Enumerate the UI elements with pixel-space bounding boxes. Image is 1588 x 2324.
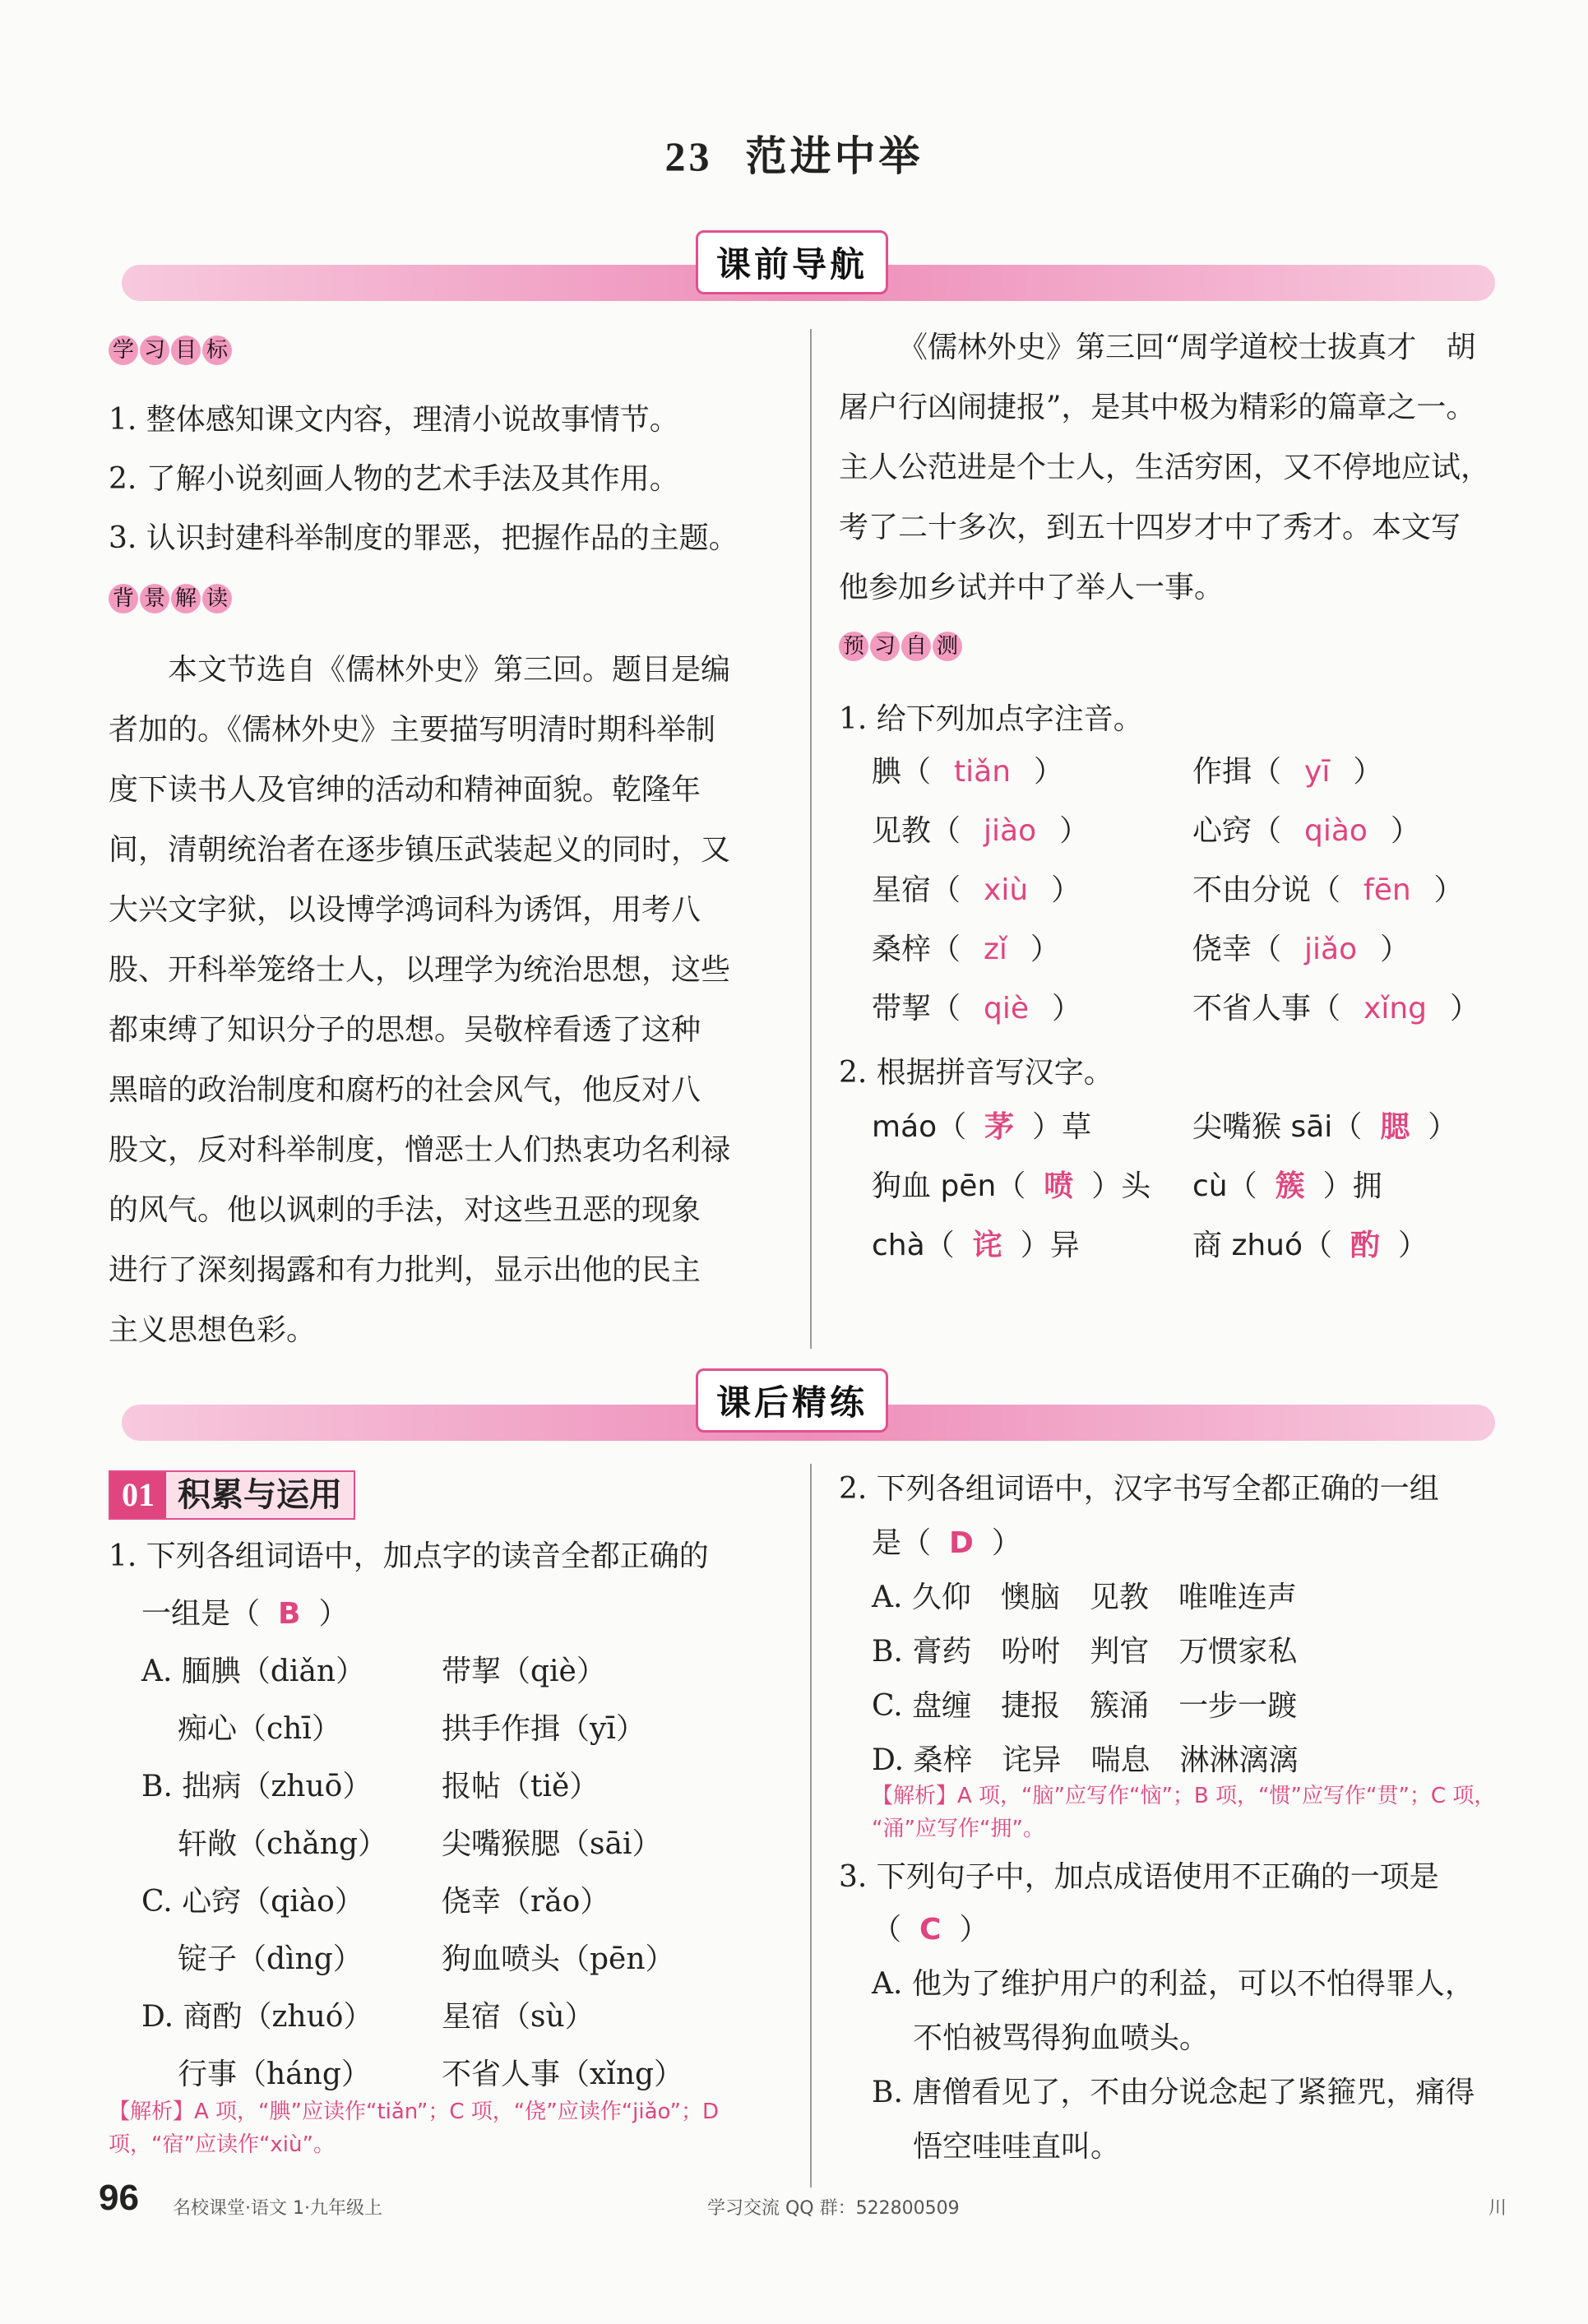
q1-option: 拱手作揖（yī） (442, 1712, 646, 1746)
q1-option: 侥幸（rǎo） (442, 1885, 610, 1919)
section-title-pre: 课前导航 (696, 230, 888, 294)
pinyin-item: 桑梓（ zǐ ） (872, 933, 1060, 966)
q1-option: 尖嘴猴腮（sāi） (442, 1827, 662, 1861)
pinyin-item: 心窍（ qiào ） (1192, 814, 1420, 848)
q3-line1: 3. 下列句子中，加点成语使用不正确的一项是 (839, 1860, 1439, 1894)
hanzi-item: máo（ 茅 ）草 (872, 1110, 1092, 1144)
intro-text: 《儒林外史》第三回“周学道校士拔真才 胡 屠户行凶闹捷报”，是其中极为精彩的篇章之一。 主人公范进是个士人，生活穷困，又不停地应试， 考了二十多次，到五十四岁才中了秀才。本文写 他参加乡试并中了举人一事。 (839, 331, 1491, 604)
q1-analysis-2: 项，“宿”应读作“xiù”。 (109, 2132, 335, 2157)
section-header-practice (109, 1470, 355, 1520)
qq-group: 学习交流 QQ 群：522800509 (707, 2198, 960, 2219)
section-number: 01 (110, 1472, 166, 1518)
q1-line2: 一组是（ B ） (141, 1597, 349, 1631)
hanzi-item: 商 zhuó（ 酌 ） (1192, 1229, 1428, 1262)
pinyin-item: 见教（ jiào ） (872, 814, 1090, 848)
hanzi-item: 狗血 pēn（ 喷 ）头 (872, 1169, 1151, 1203)
column-divider-bottom (810, 1464, 812, 2187)
pinyin-item: 不由分说（ fēn ） (1192, 873, 1464, 907)
q2-option: B. 膏药 吩咐 判官 万惯家私 (872, 1635, 1298, 1669)
hanzi-item: chà（ 诧 ）异 (872, 1229, 1080, 1262)
q2-option: A. 久仰 懊脑 见教 唯唯连声 (872, 1581, 1297, 1614)
q2-option: C. 盘缠 捷报 簇涌 一步一踱 (872, 1689, 1298, 1723)
q1-option: 痴心（chī） (178, 1712, 341, 1746)
hanzi-item: cù（ 簇 ）拥 (1192, 1169, 1382, 1203)
pinyin-item: 作揖（ yī ） (1192, 755, 1383, 789)
q1-analysis-1: 【解析】A 项，“腆”应读作“tiǎn”；C 项，“侥”应读作“jiǎo”；D (109, 2099, 720, 2124)
goal-3: 3. 认识封建科举制度的罪恶，把握作品的主题。 (109, 521, 738, 555)
q1-option: D. 商酌（zhuó） (141, 2000, 373, 2034)
q3-option: B. 唐僧看见了，不由分说念起了紧箍咒，痛得 (872, 2076, 1475, 2109)
lesson-title (0, 123, 1588, 183)
preview-q2: 2. 根据拼音写汉字。 (839, 1056, 1113, 1090)
tag-preview: 预 习 自 测 (839, 632, 962, 661)
q1-option: 锭子（dìng） (178, 1942, 363, 1976)
q3-option: A. 他为了维护用户的利益，可以不怕得罪人， (872, 1967, 1475, 2001)
q1-option: C. 心窍（qiào） (141, 1885, 364, 1919)
q2-analysis-1: 【解析】A 项，“脑”应写作“恼”；B 项，“惯”应写作“贯”；C 项， (872, 1784, 1496, 1808)
book-title: 名校课堂·语文 1·九年级上 (173, 2198, 382, 2219)
background-text: 本文节选自《儒林外史》第三回。题目是编 者加的。《儒林外史》主要描写明清时期科举制 度下读书人及官绅的活动和精神面貌。乾隆年 间，清朝统治者在逐步镇压武装起义的同时，又 大兴文字狱，以设博学鸿词科为诱饵，用考八 股、开科举笼络士人，以理学为统治思想，这些 都束缚了知识分子的思想。吴敬梓看透了这种 黑暗的政治制度和腐朽的社会风气，他反对八 股文，反对科举制度，憎恶士人们热衷功名利禄 的风气。他以讽刺的手法，对这些丑恶的现象 进行了深刻揭露和有力批判，显示出他的民主 主义思想色彩。 (109, 653, 731, 1347)
lesson-number: 23 (664, 133, 713, 179)
q2-analysis-2: “涌”应写作“拥”。 (872, 1817, 1044, 1841)
pinyin-item: 不省人事（ xǐng ） (1192, 992, 1480, 1025)
goal-2: 2. 了解小说刻画人物的艺术手法及其作用。 (109, 462, 679, 496)
q1-option: A. 腼腆（diǎn） (141, 1655, 366, 1688)
q3-option: 不怕被骂得狗血喷头。 (913, 2021, 1210, 2055)
section-title-post: 课后精练 (696, 1368, 888, 1433)
q2-line1: 2. 下列各组词语中，汉字书写全都正确的一组 (839, 1472, 1439, 1506)
pinyin-item: 侥幸（ jiǎo ） (1192, 933, 1410, 966)
pinyin-item: 腆（ tiǎn ） (872, 755, 1064, 789)
q1-option: 带挈（qiè） (442, 1655, 606, 1688)
q2-line2: 是（ D ） (872, 1526, 1021, 1560)
hanzi-item: 尖嘴猴 sāi（ 腮 ） (1192, 1110, 1458, 1144)
q1-option: 轩敞（chǎng） (178, 1827, 388, 1861)
pinyin-item: 带挈（ qiè ） (872, 992, 1082, 1025)
q2-option: D. 桑梓 诧异 喘息 淋淋漓漓 (872, 1743, 1299, 1777)
pinyin-item: 星宿（ xiù ） (872, 873, 1081, 907)
q3-line2: （ C ） (872, 1913, 989, 1947)
preview-q1: 1. 给下列加点字注音。 (839, 702, 1143, 736)
q1-option: 狗血喷头（pēn） (442, 1942, 675, 1976)
section-name: 积累与运用 (178, 1475, 342, 1514)
page-number: 96 (99, 2178, 139, 2218)
tag-background: 背 景 解 读 (109, 584, 232, 613)
q1-option: 不省人事（xǐng） (442, 2058, 684, 2091)
goal-1: 1. 整体感知课文内容，理清小说故事情节。 (109, 403, 679, 437)
lesson-name: 范进中举 (745, 132, 924, 180)
q3-option: 悟空哇哇直叫。 (913, 2130, 1121, 2164)
region-mark: 川 (1488, 2198, 1507, 2219)
tag-goals: 学 习 目 标 (109, 336, 232, 365)
q1-line1: 1. 下列各组词语中，加点字的读音全都正确的 (109, 1539, 709, 1573)
column-divider-top (810, 329, 812, 1349)
q1-option: 行事（háng） (178, 2058, 371, 2091)
q1-option: 报帖（tiě） (442, 1770, 600, 1803)
q1-option: B. 拙病（zhuō） (141, 1770, 373, 1803)
q1-option: 星宿（sù） (442, 2000, 595, 2034)
